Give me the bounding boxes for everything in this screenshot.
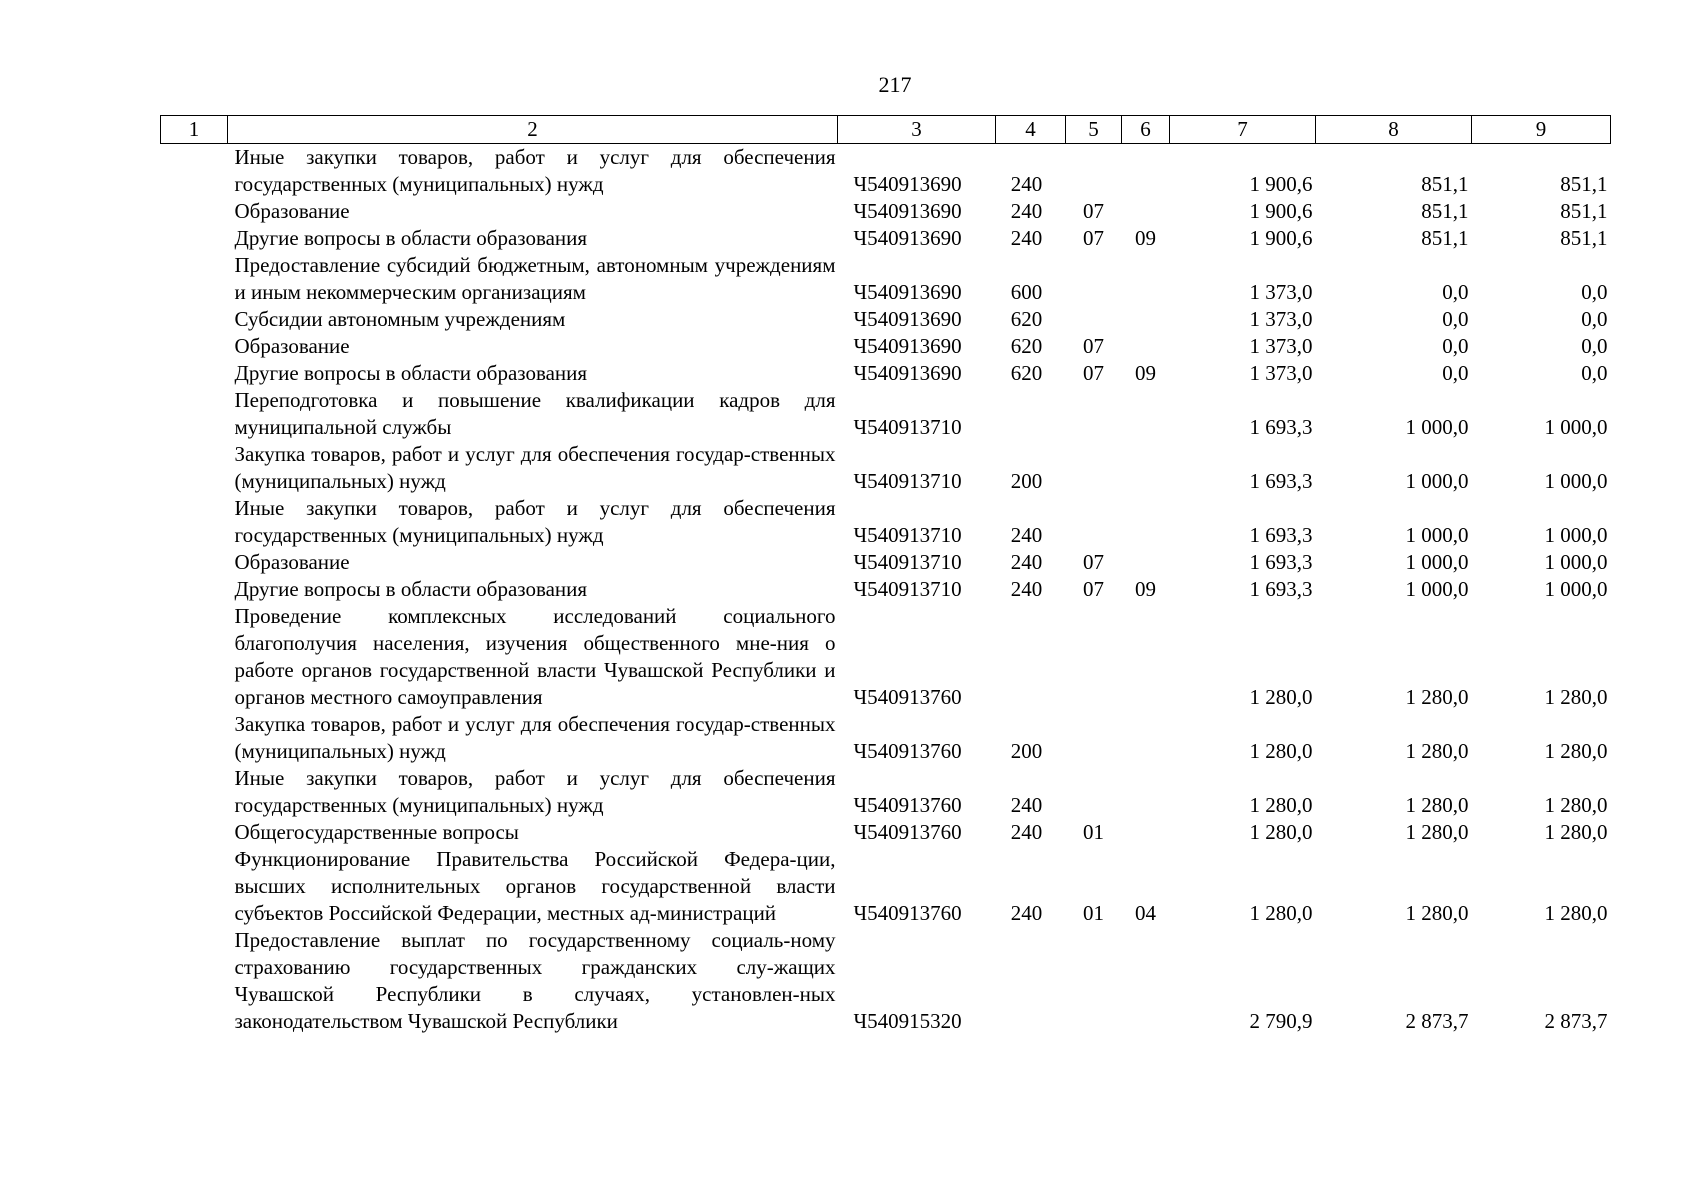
cell-amount-col8: 0,0 — [1442, 334, 1469, 358]
cell-amount-col9: 0,0 — [1581, 361, 1608, 385]
table-row — [161, 711, 1611, 765]
cell-name: Другие вопросы в области образования — [234, 577, 588, 601]
cell-amount-col9: 851,1 — [1560, 172, 1608, 196]
cell-expense-type: 200 — [1010, 469, 1043, 493]
cell-section: 07 — [1083, 577, 1104, 601]
cell-amount-col7: 1 280,0 — [1249, 739, 1313, 763]
cell-expense-type: 620 — [1010, 334, 1043, 358]
cell-amount-col9: 1 000,0 — [1544, 415, 1608, 439]
cell-amount-col9: 851,1 — [1560, 199, 1608, 223]
table-row — [161, 549, 1611, 576]
header-cell-7: 7 — [1170, 116, 1316, 144]
cell-section — [1066, 306, 1122, 333]
cell-subsection — [1122, 387, 1170, 441]
cell-subsection: 04 — [1135, 901, 1156, 925]
cell-amount-col9: 2 873,7 — [1544, 1009, 1608, 1033]
header-cell-3: 3 — [838, 116, 996, 144]
cell-amount-col8: 2 873,7 — [1405, 1009, 1469, 1033]
cell-amount-col9: 1 280,0 — [1544, 685, 1608, 709]
cell-amount-col8: 851,1 — [1421, 199, 1469, 223]
cell-expense-type — [996, 387, 1066, 441]
cell-empty — [161, 495, 228, 549]
cell-amount-col8: 1 280,0 — [1405, 820, 1469, 844]
cell-subsection — [1122, 819, 1170, 846]
cell-name: Иные закупки товаров, работ и услуг для обеспечения государственных (муниципальных) нужд — [234, 145, 836, 196]
cell-amount-col9: 1 280,0 — [1544, 793, 1608, 817]
cell-name: Образование — [234, 199, 350, 223]
cell-amount-col8: 1 000,0 — [1405, 550, 1469, 574]
table-row — [161, 765, 1611, 819]
cell-amount-col9: 1 000,0 — [1544, 469, 1608, 493]
cell-subsection: 09 — [1135, 361, 1156, 385]
cell-expense-type: 240 — [1010, 523, 1043, 547]
cell-empty — [161, 144, 228, 199]
cell-name: Иные закупки товаров, работ и услуг для обеспечения государственных (муниципальных) нужд — [234, 496, 836, 547]
cell-target-article: Ч540913690 — [853, 280, 962, 304]
cell-section — [1066, 711, 1122, 765]
cell-subsection — [1122, 198, 1170, 225]
cell-amount-col9: 1 280,0 — [1544, 739, 1608, 763]
cell-target-article: Ч540913710 — [853, 523, 962, 547]
cell-section: 07 — [1083, 361, 1104, 385]
table-row — [161, 441, 1611, 495]
cell-section: 07 — [1083, 226, 1104, 250]
table-row — [161, 198, 1611, 225]
header-cell-2: 2 — [228, 116, 838, 144]
cell-amount-col7: 1 280,0 — [1249, 901, 1313, 925]
cell-section: 07 — [1083, 550, 1104, 574]
table-row — [161, 927, 1611, 1035]
cell-subsection — [1122, 603, 1170, 711]
cell-expense-type — [996, 927, 1066, 1035]
cell-amount-col9: 0,0 — [1581, 334, 1608, 358]
cell-amount-col8: 851,1 — [1421, 172, 1469, 196]
cell-section: 07 — [1083, 199, 1104, 223]
cell-amount-col7: 1 693,3 — [1249, 577, 1313, 601]
cell-name: Другие вопросы в области образования — [234, 226, 588, 250]
cell-name: Иные закупки товаров, работ и услуг для обеспечения государственных (муниципальных) нужд — [234, 766, 836, 817]
cell-subsection — [1122, 252, 1170, 306]
cell-name: Закупка товаров, работ и услуг для обеспечения государ-ственных (муниципальных) нужд — [234, 712, 836, 763]
cell-subsection — [1122, 927, 1170, 1035]
cell-name: Функционирование Правительства Российской Федера-ции, высших исполнительных органов государственной власти субъектов Российской Федерации, местных ад-министраций — [234, 847, 836, 925]
cell-target-article: Ч540913690 — [853, 361, 962, 385]
cell-target-article: Ч540913760 — [853, 793, 962, 817]
cell-empty — [161, 198, 228, 225]
cell-empty — [161, 819, 228, 846]
table-row — [161, 225, 1611, 252]
cell-amount-col9: 0,0 — [1581, 280, 1608, 304]
cell-expense-type: 620 — [1010, 307, 1043, 331]
cell-target-article: Ч540913710 — [853, 469, 962, 493]
cell-amount-col8: 1 280,0 — [1405, 685, 1469, 709]
cell-amount-col9: 1 000,0 — [1544, 577, 1608, 601]
header-cell-9: 9 — [1472, 116, 1611, 144]
cell-empty — [161, 387, 228, 441]
header-cell-6: 6 — [1122, 116, 1170, 144]
cell-target-article: Ч540913760 — [853, 685, 962, 709]
cell-amount-col7: 1 280,0 — [1249, 793, 1313, 817]
cell-subsection — [1122, 441, 1170, 495]
cell-target-article: Ч540913690 — [853, 307, 962, 331]
header-cell-4: 4 — [996, 116, 1066, 144]
cell-empty — [161, 252, 228, 306]
table-row — [161, 576, 1611, 603]
cell-empty — [161, 576, 228, 603]
cell-name: Субсидии автономным учреждениям — [234, 307, 566, 331]
cell-name: Образование — [234, 550, 350, 574]
cell-expense-type: 240 — [1010, 820, 1043, 844]
cell-section — [1066, 927, 1122, 1035]
cell-empty — [161, 549, 228, 576]
cell-amount-col7: 1 280,0 — [1249, 685, 1313, 709]
cell-amount-col8: 1 000,0 — [1405, 469, 1469, 493]
cell-amount-col7: 1 900,6 — [1249, 172, 1313, 196]
cell-empty — [161, 927, 228, 1035]
cell-target-article: Ч540913690 — [853, 199, 962, 223]
header-cell-8: 8 — [1316, 116, 1472, 144]
cell-name: Общегосударственные вопросы — [234, 820, 519, 844]
cell-amount-col9: 1 000,0 — [1544, 550, 1608, 574]
cell-subsection: 09 — [1135, 226, 1156, 250]
cell-expense-type: 240 — [1010, 577, 1043, 601]
cell-amount-col7: 1 693,3 — [1249, 415, 1313, 439]
cell-target-article: Ч540913690 — [853, 334, 962, 358]
cell-amount-col8: 0,0 — [1442, 361, 1469, 385]
cell-expense-type: 240 — [1010, 226, 1043, 250]
cell-expense-type: 240 — [1010, 172, 1043, 196]
cell-expense-type: 240 — [1010, 550, 1043, 574]
cell-amount-col7: 1 373,0 — [1249, 361, 1313, 385]
cell-subsection — [1122, 711, 1170, 765]
cell-empty — [161, 765, 228, 819]
cell-amount-col9: 1 280,0 — [1544, 901, 1608, 925]
cell-subsection — [1122, 549, 1170, 576]
cell-amount-col7: 1 693,3 — [1249, 469, 1313, 493]
cell-section: 01 — [1083, 901, 1104, 925]
cell-section — [1066, 765, 1122, 819]
cell-name: Переподготовка и повышение квалификации кадров для муниципальной службы — [234, 388, 836, 439]
cell-subsection: 09 — [1135, 577, 1156, 601]
cell-amount-col7: 1 693,3 — [1249, 550, 1313, 574]
cell-section — [1066, 441, 1122, 495]
cell-target-article: Ч540913710 — [853, 415, 962, 439]
cell-target-article: Ч540915320 — [853, 1009, 962, 1033]
table-row — [161, 144, 1611, 199]
cell-section: 07 — [1083, 334, 1104, 358]
cell-subsection — [1122, 306, 1170, 333]
cell-expense-type: 240 — [1010, 199, 1043, 223]
cell-amount-col8: 0,0 — [1442, 307, 1469, 331]
page-number: 217 — [878, 72, 912, 97]
cell-amount-col8: 1 000,0 — [1405, 577, 1469, 601]
cell-section: 01 — [1083, 820, 1104, 844]
cell-subsection — [1122, 495, 1170, 549]
cell-target-article: Ч540913710 — [853, 550, 962, 574]
cell-name: Закупка товаров, работ и услуг для обеспечения государ-ственных (муниципальных) нужд — [234, 442, 836, 493]
table-row — [161, 846, 1611, 927]
cell-name: Предоставление субсидий бюджетным, автономным учреждениям и иным некоммерческим организациям — [234, 253, 836, 304]
cell-amount-col8: 1 280,0 — [1405, 739, 1469, 763]
cell-expense-type: 200 — [1010, 739, 1043, 763]
table-row — [161, 819, 1611, 846]
header-cell-1: 1 — [161, 116, 228, 144]
cell-amount-col7: 1 373,0 — [1249, 280, 1313, 304]
cell-amount-col8: 1 000,0 — [1405, 415, 1469, 439]
table-row — [161, 387, 1611, 441]
cell-amount-col7: 1 373,0 — [1249, 334, 1313, 358]
table-header — [161, 116, 1611, 144]
cell-section — [1066, 603, 1122, 711]
budget-table — [160, 115, 1611, 1035]
cell-name: Проведение комплексных исследований социального благополучия населения, изучения общественного мне-ния о работе органов государственной власти Чувашской Республики и органов местного самоуправления — [234, 604, 836, 709]
cell-section — [1066, 387, 1122, 441]
cell-amount-col8: 1 280,0 — [1405, 793, 1469, 817]
cell-empty — [161, 225, 228, 252]
cell-target-article: Ч540913760 — [853, 901, 962, 925]
table-row — [161, 306, 1611, 333]
cell-name: Предоставление выплат по государственному социаль-ному страхованию государственных гражданских слу-жащих Чувашской Республики в случаях, установлен-ных законодательством Чувашской Республики — [234, 928, 836, 1033]
cell-amount-col9: 0,0 — [1581, 307, 1608, 331]
cell-empty — [161, 711, 228, 765]
cell-subsection — [1122, 333, 1170, 360]
cell-amount-col8: 1 280,0 — [1405, 901, 1469, 925]
cell-target-article: Ч540913760 — [853, 739, 962, 763]
cell-target-article: Ч540913710 — [853, 577, 962, 601]
table-row — [161, 360, 1611, 387]
cell-empty — [161, 846, 228, 927]
cell-expense-type: 240 — [1010, 793, 1043, 817]
table-row — [161, 252, 1611, 306]
cell-name: Образование — [234, 334, 350, 358]
cell-target-article: Ч540913690 — [853, 172, 962, 196]
cell-amount-col7: 1 900,6 — [1249, 199, 1313, 223]
cell-target-article: Ч540913690 — [853, 226, 962, 250]
cell-amount-col7: 2 790,9 — [1249, 1009, 1313, 1033]
cell-amount-col8: 1 000,0 — [1405, 523, 1469, 547]
cell-section — [1066, 252, 1122, 306]
cell-subsection — [1122, 144, 1170, 199]
cell-empty — [161, 306, 228, 333]
cell-subsection — [1122, 765, 1170, 819]
cell-expense-type — [996, 603, 1066, 711]
cell-expense-type: 600 — [1010, 280, 1043, 304]
cell-amount-col7: 1 373,0 — [1249, 307, 1313, 331]
cell-expense-type: 240 — [1010, 901, 1043, 925]
table-body — [161, 144, 1611, 1036]
table-row — [161, 333, 1611, 360]
table-row — [161, 495, 1611, 549]
cell-empty — [161, 333, 228, 360]
header-cell-5: 5 — [1066, 116, 1122, 144]
cell-amount-col9: 851,1 — [1560, 226, 1608, 250]
cell-empty — [161, 603, 228, 711]
cell-amount-col9: 1 280,0 — [1544, 820, 1608, 844]
cell-amount-col8: 851,1 — [1421, 226, 1469, 250]
cell-target-article: Ч540913760 — [853, 820, 962, 844]
cell-amount-col7: 1 900,6 — [1249, 226, 1313, 250]
cell-amount-col9: 1 000,0 — [1544, 523, 1608, 547]
header-row — [161, 116, 1611, 144]
cell-amount-col7: 1 693,3 — [1249, 523, 1313, 547]
table-row — [161, 603, 1611, 711]
cell-amount-col8: 0,0 — [1442, 280, 1469, 304]
cell-empty — [161, 360, 228, 387]
cell-expense-type: 620 — [1010, 361, 1043, 385]
cell-section — [1066, 495, 1122, 549]
cell-section — [1066, 144, 1122, 199]
cell-name: Другие вопросы в области образования — [234, 361, 588, 385]
cell-empty — [161, 441, 228, 495]
cell-amount-col7: 1 280,0 — [1249, 820, 1313, 844]
